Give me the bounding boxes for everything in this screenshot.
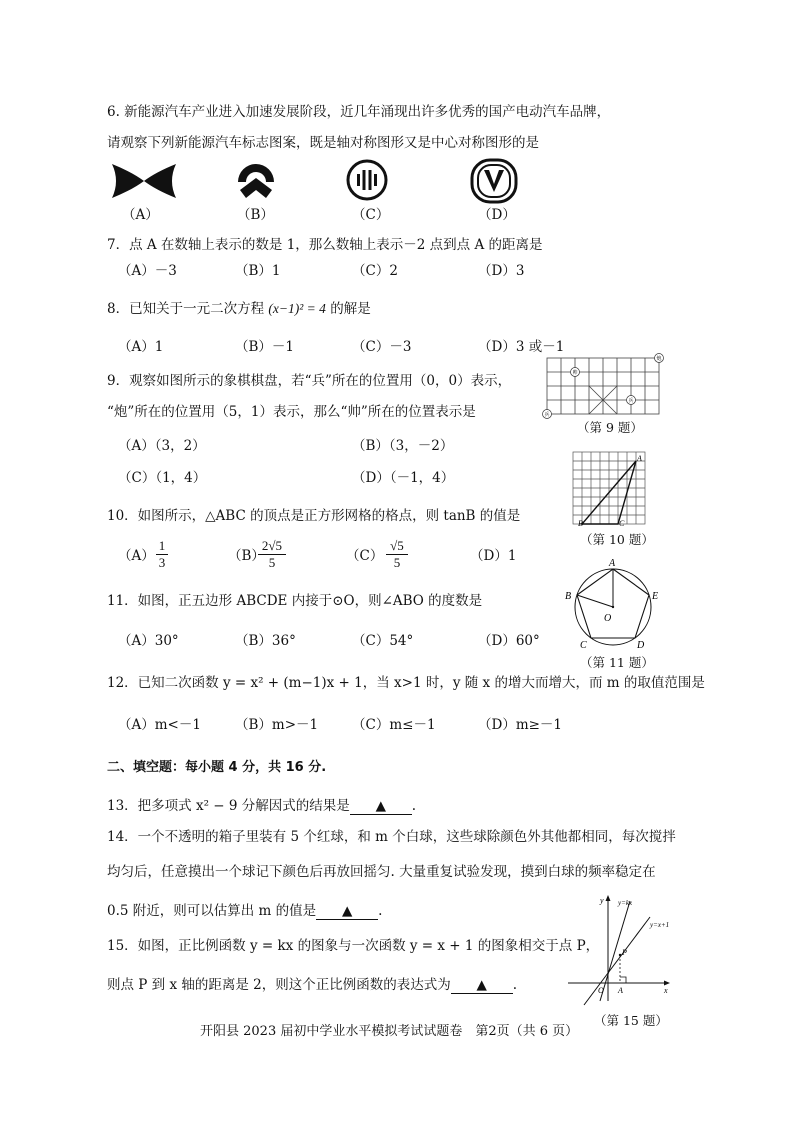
q10-option-a-denominator: 3 (158, 554, 166, 570)
q7-stem: 7．点 A 在数轴上表示的数是 1，那么数轴上表示－2 点到点 A 的距离是 (107, 237, 543, 253)
q9-line2: “炮”所在的位置用（5，1）表示，那么“帅”所在的位置表示是 (107, 404, 476, 420)
q11-option-d[interactable]: （D）60° (478, 633, 540, 649)
q10-option-b-label[interactable]: （B） (228, 548, 265, 564)
q8-stem (107, 301, 371, 317)
q15-label-a: A (618, 986, 623, 995)
q6-option-b[interactable]: （B） (237, 207, 274, 223)
q11-caption: （第 11 题） (580, 655, 654, 670)
q8-equation: (x−1)² = 4 (268, 301, 326, 316)
logo-b-icon (234, 160, 278, 202)
q10-option-a-numerator: 1 (158, 538, 166, 553)
q6-option-d[interactable]: （D） (478, 207, 516, 223)
q15-label-p: P (622, 948, 627, 957)
q14-answer-blank[interactable]: ▲ (316, 903, 378, 920)
q10-option-d[interactable]: （D）1 (470, 548, 517, 564)
q10-option-c-numerator: √5 (390, 538, 404, 553)
q9-piece-bing: 兵 (544, 412, 550, 418)
q11-label-b: B (565, 591, 572, 602)
q7-option-d[interactable]: （D）3 (478, 263, 525, 279)
q9-line1: 9．观察如图所示的象棋棋盘，若“兵”所在的位置用（0，0）表示， (107, 373, 512, 389)
q6-option-a[interactable]: （A） (122, 207, 159, 223)
q12-option-b[interactable]: （B）m>－1 (235, 717, 319, 733)
section-2-title: 二、填空题：每小题 4 分，共 16 分. (107, 760, 327, 775)
q15-label-line-x1: y=x+1 (650, 921, 670, 929)
q10-caption: （第 10 题） (580, 532, 654, 547)
logo-d-icon (470, 158, 518, 204)
q7-option-c[interactable]: （C）2 (352, 263, 398, 279)
q8-stem-suffix: 的解是 (330, 301, 371, 317)
q11-pentagon-figure (560, 557, 666, 653)
q15-answer-blank[interactable]: ▲ (451, 977, 513, 994)
q12-option-c[interactable]: （C）m≤－1 (352, 717, 436, 733)
q13-end: . (411, 798, 417, 814)
q14-end: . (378, 903, 383, 919)
q8-option-c[interactable]: （C）－3 (352, 339, 412, 355)
logo-a-icon (110, 160, 178, 202)
q10-option-b-fraction[interactable] (258, 539, 286, 569)
q14-line3-wrap (107, 903, 382, 920)
q9-option-b[interactable]: （B）（3，－2） (352, 438, 454, 454)
q10-option-c-label[interactable]: （C） (346, 548, 384, 564)
q15-graph-figure (566, 893, 674, 1005)
q10-option-b-numerator: 2√5 (261, 538, 283, 553)
q6-line1: 6. 新能源汽车产业进入加速发展阶段，近几年涌现出许多优秀的国产电动汽车品牌， (107, 104, 611, 120)
q10-option-c-denominator: 5 (393, 554, 401, 570)
q10-grid-figure (570, 449, 652, 527)
q14-line2: 均匀后，任意摸出一个球记下颜色后再放回摇匀. 大量重复试验发现，摸到白球的频率稳定在 (107, 864, 656, 880)
q9-piece-pao: 炮 (656, 356, 662, 362)
q8-option-a[interactable]: （A）1 (118, 339, 164, 355)
q13-answer-blank[interactable]: ▲ (350, 798, 412, 815)
q12-option-a[interactable]: （A）m<－1 (118, 717, 201, 733)
q8-stem-prefix: 8．已知关于一元二次方程 (107, 301, 265, 317)
q15-label-line-kx: y=kx (618, 899, 633, 907)
q8-option-b[interactable]: （B）－1 (235, 339, 295, 355)
q8-option-d[interactable]: （D）3 或－1 (478, 339, 565, 355)
q9-option-a[interactable]: （A）（3，2） (118, 438, 206, 454)
q14-line1: 14．一个不透明的箱子里装有 5 个红球，和 m 个白球，这些球除颜色外其他都相同，每次搅拌 (107, 829, 676, 845)
q9-caption: （第 9 题） (577, 420, 643, 435)
q15-line2-wrap (107, 977, 517, 994)
q11-label-o: O (604, 613, 612, 624)
q14-line3: 0.5 附近，则可以估算出 m 的值是 (107, 903, 317, 919)
q15-line2: 则点 P 到 x 轴的距离是 2，则这个正比例函数的表达式为 (107, 977, 451, 993)
q9-piece-shuai: 帅 (572, 370, 578, 376)
q10-label-b: B (578, 519, 583, 528)
q9-chessboard-figure (544, 355, 666, 419)
q10-option-c-fraction[interactable] (386, 539, 408, 569)
q15-caption: （第 15 题） (594, 1013, 668, 1028)
q11-label-e: E (652, 591, 659, 602)
q11-label-a: A (609, 558, 616, 569)
q11-option-c[interactable]: （C）54° (352, 633, 414, 649)
logo-c-icon (345, 158, 389, 202)
q6-option-c[interactable]: （C） (352, 207, 390, 223)
q11-label-d: D (637, 640, 645, 651)
q7-option-a[interactable]: （A）－3 (118, 263, 177, 279)
q11-label-c: C (580, 640, 587, 651)
q9-piece-extra: 兵 (628, 398, 634, 404)
q10-option-a-label[interactable]: （A） (118, 548, 155, 564)
q10-label-a: A (637, 454, 642, 463)
q11-option-b[interactable]: （B）36° (235, 633, 296, 649)
q15-line1: 15．如图，正比例函数 y = kx 的图象与一次函数 y = x + 1 的图象相交于点 P， (107, 938, 600, 954)
q10-option-b-denominator: 5 (268, 554, 276, 570)
q10-label-c: C (619, 519, 625, 528)
q10-stem: 10．如图所示，△ABC 的顶点是正方形网格的格点，则 tanB 的值是 (107, 508, 521, 524)
q12-option-d[interactable]: （D）m≥－1 (478, 717, 563, 733)
q12-stem: 12．已知二次函数 y = x² + (m−1)x + 1，当 x>1 时，y 随 x 的增大而增大，而 m 的取值范围是 (107, 675, 705, 691)
q11-option-a[interactable]: （A）30° (118, 633, 179, 649)
q10-option-a-fraction[interactable] (156, 539, 168, 569)
q6-line2: 请观察下列新能源汽车标志图案，既是轴对称图形又是中心对称图形的是 (107, 135, 539, 151)
q13-line (107, 798, 416, 815)
q9-option-d[interactable]: （D）（－1，4） (352, 470, 455, 486)
q15-end: . (512, 977, 518, 993)
q15-label-o: O (598, 986, 604, 995)
q7-option-b[interactable]: （B）1 (235, 263, 281, 279)
q13-stem: 13．把多项式 x² − 9 分解因式的结果是 (107, 798, 350, 814)
q11-stem: 11．如图，正五边形 ABCDE 内接于⊙O，则∠ABO 的度数是 (107, 593, 483, 609)
q15-label-x: x (664, 986, 668, 995)
q15-label-y: y (600, 896, 604, 905)
page-footer: 开阳县 2023 届初中学业水平模拟考试试题卷 第2页（共 6 页） (200, 1024, 579, 1039)
q9-option-c[interactable]: （C）（1，4） (118, 470, 207, 486)
